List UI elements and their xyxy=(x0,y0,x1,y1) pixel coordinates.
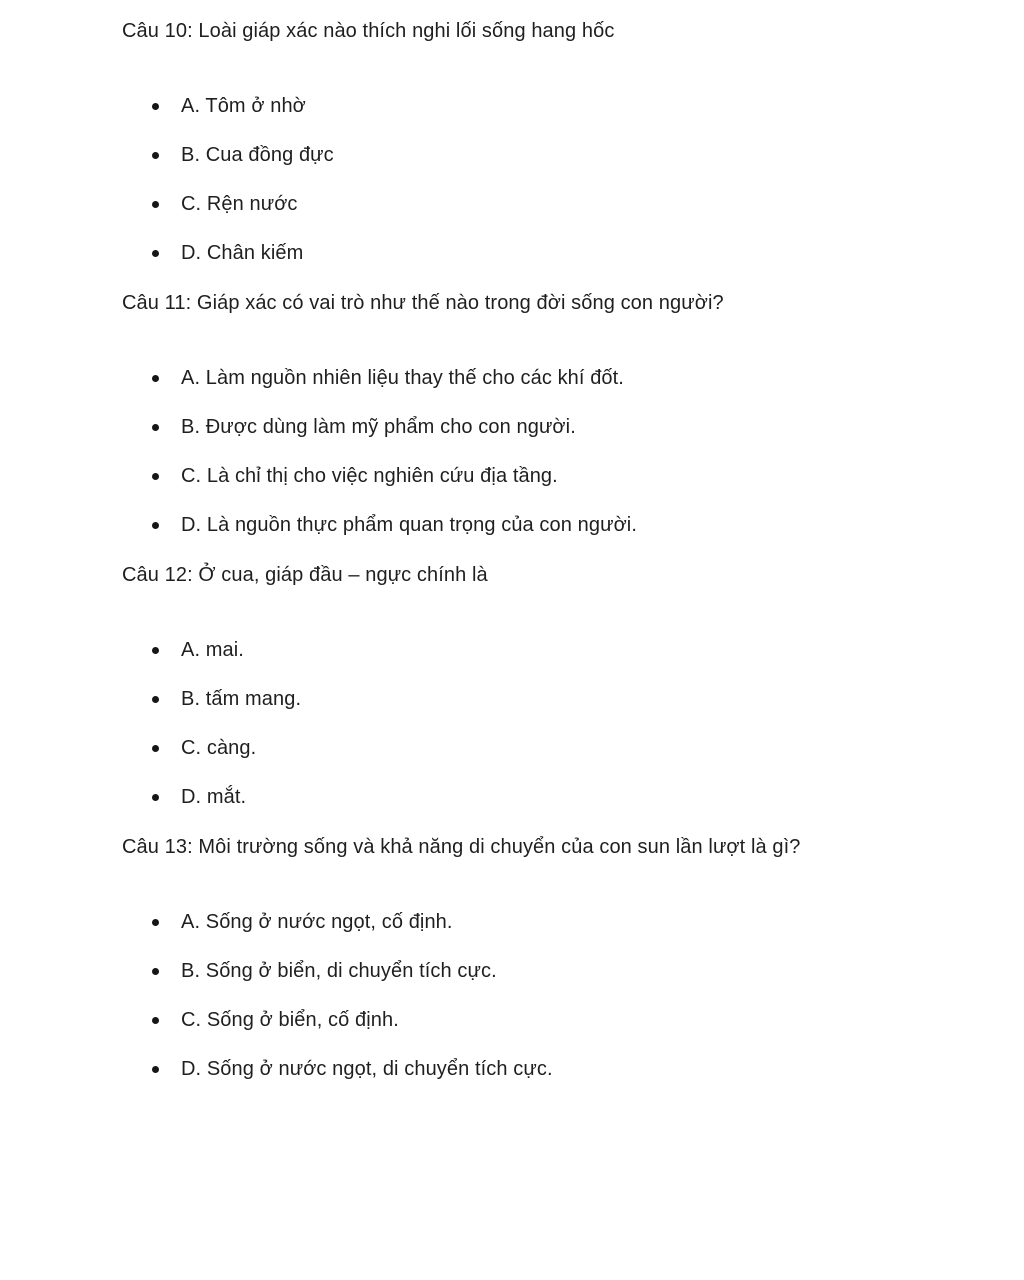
option-item xyxy=(181,911,1024,934)
option-item xyxy=(181,1058,1024,1081)
options-list xyxy=(181,911,1024,1081)
question-title: Câu 10: Loài giáp xác nào thích nghi lối sống hang hốc xyxy=(122,20,615,42)
option-item xyxy=(181,639,1024,662)
option-label: C. càng. xyxy=(181,737,257,759)
bullet-icon xyxy=(152,1017,159,1024)
option-item xyxy=(181,242,1024,265)
option-label: B. Cua đồng đực xyxy=(181,144,334,166)
option-label: B. Sống ở biển, di chuyển tích cực. xyxy=(181,960,497,982)
bullet-icon xyxy=(152,745,159,752)
options-list xyxy=(181,639,1024,809)
bullet-icon xyxy=(152,522,159,529)
question-block-13 xyxy=(0,836,1024,1081)
bullet-icon xyxy=(152,424,159,431)
option-label: A. Sống ở nước ngọt, cố định. xyxy=(181,911,453,933)
options-list xyxy=(181,95,1024,265)
bullet-icon xyxy=(152,375,159,382)
option-item xyxy=(181,416,1024,439)
bullet-icon xyxy=(152,1066,159,1073)
option-label: A. Làm nguồn nhiên liệu thay thế cho các khí đốt. xyxy=(181,367,624,389)
option-label: C. Rện nước xyxy=(181,193,298,215)
bullet-icon xyxy=(152,103,159,110)
option-label: D. Là nguồn thực phẩm quan trọng của con người. xyxy=(181,514,637,536)
option-item xyxy=(181,465,1024,488)
option-item xyxy=(181,960,1024,983)
bullet-icon xyxy=(152,201,159,208)
bullet-icon xyxy=(152,794,159,801)
option-label: D. Sống ở nước ngọt, di chuyển tích cực. xyxy=(181,1058,553,1080)
option-label: C. Sống ở biển, cố định. xyxy=(181,1009,399,1031)
question-title: Câu 13: Môi trường sống và khả năng di chuyển của con sun lần lượt là gì? xyxy=(122,836,801,858)
options-list xyxy=(181,367,1024,537)
option-item xyxy=(181,786,1024,809)
option-item xyxy=(181,95,1024,118)
option-label: A. Tôm ở nhờ xyxy=(181,95,306,117)
option-label: A. mai. xyxy=(181,639,244,661)
bullet-icon xyxy=(152,968,159,975)
option-label: D. Chân kiếm xyxy=(181,242,304,264)
question-block-12 xyxy=(0,564,1024,809)
option-item xyxy=(181,737,1024,760)
bullet-icon xyxy=(152,647,159,654)
option-item xyxy=(181,1009,1024,1032)
bullet-icon xyxy=(152,919,159,926)
question-title: Câu 12: Ở cua, giáp đầu – ngực chính là xyxy=(122,564,488,586)
option-item xyxy=(181,514,1024,537)
option-item xyxy=(181,367,1024,390)
bullet-icon xyxy=(152,250,159,257)
option-label: C. Là chỉ thị cho việc nghiên cứu địa tầng. xyxy=(181,465,558,487)
bullet-icon xyxy=(152,152,159,159)
bullet-icon xyxy=(152,473,159,480)
option-label: D. mắt. xyxy=(181,786,247,808)
option-label: B. Được dùng làm mỹ phẩm cho con người. xyxy=(181,416,576,438)
option-item xyxy=(181,144,1024,167)
option-label: B. tấm mang. xyxy=(181,688,302,710)
bullet-icon xyxy=(152,696,159,703)
option-item xyxy=(181,193,1024,216)
option-item xyxy=(181,688,1024,711)
question-block-11 xyxy=(0,292,1024,537)
question-title: Câu 11: Giáp xác có vai trò như thế nào trong đời sống con người? xyxy=(122,292,724,314)
question-block-10 xyxy=(0,20,1024,265)
